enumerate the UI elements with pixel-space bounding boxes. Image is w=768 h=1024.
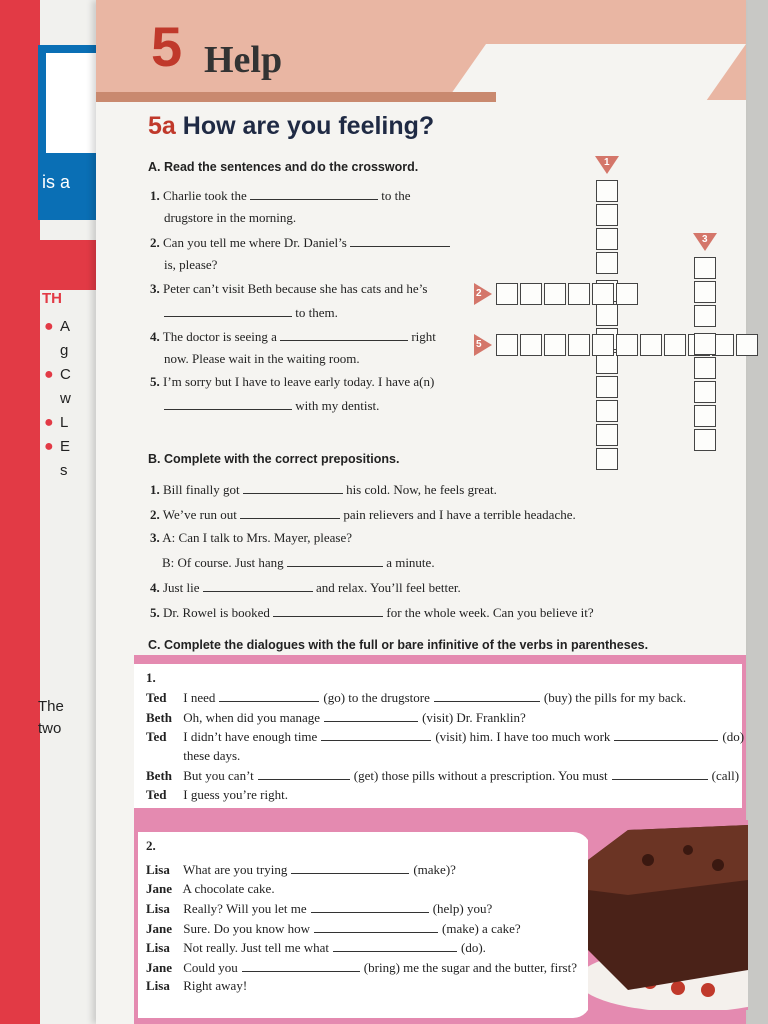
crossword-cell[interactable] [596,204,618,226]
section-a-item-cont: drugstore in the morning. [164,210,297,225]
lesson-title [148,112,434,141]
section-a-instruction: A. Read the sentences and do the crossword. [148,160,419,174]
dialogue-text: (do) [722,729,745,744]
answer-blank[interactable] [311,900,429,913]
dialogue-text: But you can’t [180,768,254,783]
dialogue-line [146,709,526,726]
crossword-cell[interactable] [694,305,716,327]
speaker-name: Lisa [146,862,170,877]
dialogue-text: these days. [180,747,241,763]
dialogue-text: Could you [180,959,238,975]
red-edge-bar [0,0,40,1024]
dialogue-line [146,861,456,878]
section-a-item: 4. The doctor is seeing a right [150,329,436,344]
answer-blank[interactable] [291,861,409,874]
dialogue-line [146,767,739,784]
underlay-bullet-text: s [60,462,68,479]
answer-blank[interactable] [314,920,438,933]
crossword-cell[interactable] [736,334,758,356]
section-a-item: 5. I’m sorry but I have to leave early today. I have a(n) [150,374,435,389]
crossword-cell[interactable] [520,334,542,356]
answer-blank[interactable] [243,481,343,494]
unit-header [96,0,746,100]
section-b-item: 5. Dr. Rowel is booked for the whole week. Can you believe it? [150,605,594,620]
dialogue-line [146,787,288,803]
dialogue-text: I didn’t have enough time [180,729,318,744]
dialogue-line [146,939,486,956]
red-band [0,240,100,290]
crossword-cell[interactable] [694,357,716,379]
answer-blank[interactable] [164,397,292,410]
dialogue-text: (visit) Dr. Franklin? [422,709,526,725]
speaker-name: Lisa [146,940,170,955]
crossword-cell[interactable] [616,283,638,305]
dialogue-text: I guess you’re right. [180,786,288,802]
answer-blank[interactable] [273,604,383,617]
underlay-bullet-text: L [60,414,69,431]
underlay-bullet-text: w [60,390,71,407]
section-b-item: 3. A: Can I talk to Mrs. Mayer, please? [150,530,353,545]
dialogue-text: Sure. Do you know how [180,920,310,936]
section-b-item: 1. Bill finally got his cold. Now, he feels great. [150,482,497,497]
speaker-name: Jane [146,920,172,936]
dialogue-text: (buy) the pills for my back. [543,690,687,705]
answer-blank[interactable] [612,767,708,780]
speaker-name: Ted [146,690,167,705]
underlay-bullet-text: A [60,318,71,335]
crossword-cell[interactable] [694,257,716,279]
underlay-bullet-text: C [60,366,71,383]
dialogue-line [146,978,247,994]
dialogue-line [146,900,492,917]
crossword-cell[interactable] [616,334,638,356]
answer-blank[interactable] [434,689,540,702]
section-a-item: 1. Charlie took the to the [150,188,411,203]
crossword-cell[interactable] [694,281,716,303]
crossword-cell[interactable] [544,283,566,305]
underlay-bottom-text: The [38,698,64,715]
crossword-cell[interactable] [694,405,716,427]
section-a-item: 2. Can you tell me where Dr. Daniel’s [150,234,450,251]
section-a-item-cont: to them. [164,304,338,321]
dialogue-line [146,689,686,706]
answer-blank[interactable] [242,959,360,972]
crossword-cell[interactable] [496,334,518,356]
crossword-cell[interactable] [592,283,614,305]
dialogue-line [146,920,521,937]
answer-blank[interactable] [614,728,718,741]
unit-number: 5 [151,15,183,78]
workbook-page [96,0,746,1024]
section-b-instruction: B. Complete with the correct prepositions. [148,452,400,466]
answer-blank[interactable] [219,689,319,702]
answer-blank[interactable] [321,728,431,741]
section-b-item: B: Of course. Just hang a minute. [162,555,435,570]
speaker-name: Lisa [146,978,170,993]
crossword-cell[interactable] [568,334,590,356]
dialogue-text: Right away! [180,978,248,993]
crossword-cell[interactable] [544,334,566,356]
underlay-bullet-text: E [60,438,71,455]
lesson-title-text: How are you feeling? [182,112,435,140]
answer-blank[interactable] [258,767,350,780]
answer-blank[interactable] [164,304,292,317]
dialogue-text: I need [180,690,216,705]
lesson-number: 5a [148,112,176,140]
crossword-cell[interactable] [694,381,716,403]
crossword-clue-marker: 3 [693,233,717,251]
dialogue-2-number: 2. [146,838,156,853]
crossword-cell[interactable] [640,334,662,356]
dialogue-text: (go) to the drugstore [323,690,430,705]
dialogue-text: (bring) me the sugar and the butter, first? [363,959,577,975]
crossword-cell[interactable] [664,334,686,356]
dialogue-text: (make) a cake? [442,920,521,936]
crossword-cell[interactable] [596,400,618,422]
crossword-cell[interactable] [592,334,614,356]
dialogue-text: Really? Will you let me [180,901,307,916]
dialogue-line [146,881,275,897]
crossword-cell[interactable] [596,424,618,446]
underlay-bullet-text: g [60,342,69,359]
dialogue-text: A chocolate cake. [180,880,275,896]
dialogue-1-number: 1. [146,670,156,685]
crossword-clue-marker: 1 [595,156,619,174]
section-b-item: 2. We’ve run out pain relievers and I have a terrible headache. [150,507,576,522]
dialogue-line [146,959,577,976]
underlay-bottom-text: two [38,720,62,737]
dialogue-text: (call) [711,768,740,783]
answer-blank[interactable] [324,709,418,722]
answer-blank[interactable] [333,939,457,952]
unit-title: Help [204,39,283,81]
speaker-name: Jane [146,959,172,975]
answer-blank[interactable] [250,187,378,200]
section-a-item-cont: now. Please wait in the waiting room. [164,351,360,366]
crossword-cell[interactable] [596,180,618,202]
dialogue-line [146,728,744,745]
underlay-text: is a [42,172,71,192]
crossword-clue-marker: 5 [474,334,492,356]
crossword-cell[interactable] [568,283,590,305]
underlay-heading: TH [42,290,62,307]
section-a-item: 3. Peter can’t visit Beth because she has cats and he’s [150,281,428,296]
speaker-name: Ted [146,729,167,744]
dialogue-text: Not really. Just tell me what [180,940,329,955]
dialogue-text: (help) you? [432,901,493,916]
crossword-cell[interactable] [496,283,518,305]
answer-blank[interactable] [240,506,340,519]
crossword-cell[interactable] [596,448,618,470]
answer-blank[interactable] [287,554,383,567]
underlying-page: is a TH ● A g ● C w ● L ● E s The two [0,0,110,1024]
answer-blank[interactable] [203,579,313,592]
crossword-cell[interactable] [596,228,618,250]
crossword-clue-marker: 2 [474,283,492,305]
dialogue-text: (make)? [413,862,456,877]
crossword-cell[interactable] [694,333,716,355]
answer-blank[interactable] [350,234,450,247]
speaker-name: Beth [146,709,172,725]
speaker-name: Ted [146,786,167,802]
speaker-name: Beth [146,768,172,783]
section-a-item-cont: with my dentist. [164,397,379,414]
dialogue-text: Oh, when did you manage [180,709,321,725]
speaker-name: Jane [146,880,172,896]
crossword-cell[interactable] [596,252,618,274]
dialogue-text: (do). [461,940,486,955]
dialogue-text: (visit) him. I have too much work [435,729,611,744]
crossword-cell[interactable] [596,304,618,326]
crossword-cell[interactable] [694,429,716,451]
chocolate-cake-image [588,820,748,1010]
section-c-instruction: C. Complete the dialogues with the full or bare infinitive of the verbs in parentheses. [148,638,649,652]
dialogue-text: What are you trying [180,862,288,877]
answer-blank[interactable] [280,328,408,341]
speaker-name: Lisa [146,901,170,916]
crossword-cell[interactable] [596,376,618,398]
section-a-item-cont: is, please? [164,257,218,272]
dialogue-text: (get) those pills without a prescription. You must [353,768,608,783]
section-b-item: 4. Just lie and relax. You’ll feel better. [150,580,461,595]
crossword-cell[interactable] [520,283,542,305]
dialogue-line [146,748,240,764]
